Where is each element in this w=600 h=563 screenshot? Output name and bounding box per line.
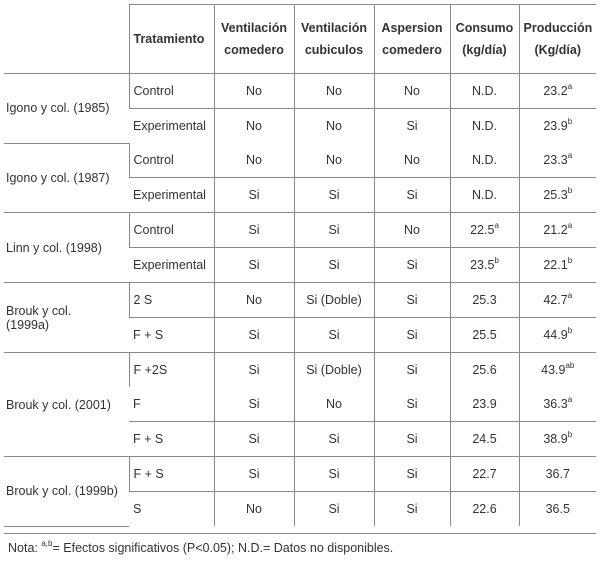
produccion-value: 21.2 [543,223,568,237]
cell-consumo [450,492,519,527]
cell-consumo [450,143,519,178]
author-line1: Brouk y col. [6,303,72,318]
produccion-sup: ab [565,360,575,370]
cell-produccion [519,213,596,248]
consumo-value: 25.3 [472,293,497,307]
cell-vent-comedero: Si [214,318,294,353]
cell-produccion [519,457,596,492]
author-cell: Brouk y col. (2001) [4,353,129,457]
table-row [4,353,596,388]
cell-vent-cubiculos: No [294,387,374,422]
header-row [4,5,596,74]
cell-vent-cubiculos: Si [294,213,374,248]
produccion-value: 44.9 [543,328,568,342]
cell-tratamiento: Control [129,143,214,178]
cell-tratamiento: 2 S [129,283,214,318]
cell-aspersion: No [374,143,450,178]
cell-consumo [450,283,519,318]
header-tratamiento: Tratamiento [129,5,214,74]
header-vent-cubiculos [294,5,374,74]
cell-vent-cubiculos: Si [294,248,374,283]
table-row [4,213,596,248]
cell-tratamiento: F +2S [129,353,214,388]
produccion-value: 36.7 [545,467,570,481]
cell-vent-comedero: Si [214,248,294,283]
note-prefix: Nota: [8,541,42,555]
cell-vent-comedero: Si [214,387,294,422]
cell-vent-cubiculos: Si (Doble) [294,353,374,388]
cell-consumo [450,422,519,457]
cell-vent-comedero: No [214,143,294,178]
produccion-sup: a [567,394,573,404]
cell-produccion [519,318,596,353]
cell-aspersion: Si [374,492,450,527]
header-vent-cubiculos-line2: cubiculos [304,43,364,57]
cell-consumo [450,178,519,213]
table-row [4,143,596,178]
consumo-sup: a [494,220,499,230]
header-produccion [519,5,596,74]
cell-vent-comedero: Si [214,213,294,248]
produccion-value: 22.1 [543,258,568,272]
produccion-value: 38.9 [543,432,568,446]
cell-produccion [519,74,596,109]
cell-vent-cubiculos: Si [294,492,374,527]
cell-vent-comedero: No [214,74,294,109]
produccion-sup: b [567,116,573,126]
header-aspersion-line2: comedero [382,43,442,57]
cell-vent-comedero: No [214,283,294,318]
consumo-value: 22.6 [472,502,497,516]
cell-produccion [519,283,596,318]
cell-produccion [519,422,596,457]
cell-aspersion: Si [374,422,450,457]
cell-consumo [450,74,519,109]
cell-tratamiento: Experimental [133,119,206,133]
header-vent-comedero [214,5,294,74]
cell-aspersion: Si [374,109,450,144]
cell-aspersion: No [374,213,450,248]
cell-vent-comedero: No [214,492,294,527]
header-produccion-line2: (Kg/día) [534,43,582,57]
cell-consumo [450,387,519,422]
consumo-value: 25.5 [472,328,497,342]
cell-tratamiento: F [129,387,214,422]
cell-aspersion: Si [374,318,450,353]
consumo-value: N.D. [472,153,497,167]
cell-produccion [519,143,596,178]
produccion-sup: b [567,325,573,335]
produccion-sup: a [567,150,573,160]
header-vent-cubiculos-line1: Ventilación [301,21,367,35]
author-cell: Igono y col. (1985) [4,74,129,144]
cell-tratamiento: Control [129,213,214,248]
table-note [4,533,596,555]
cell-aspersion: Si [374,178,450,213]
consumo-value: 22.7 [472,467,497,481]
produccion-value: 43.9 [541,363,566,377]
cell-vent-cubiculos: Si (Doble) [294,283,374,318]
header-aspersion-line1: Aspersion [381,21,443,35]
produccion-value: 25.3 [543,188,568,202]
cell-produccion [519,387,596,422]
consumo-value: 24.5 [472,432,497,446]
consumo-value: 23.5 [470,258,495,272]
cell-aspersion: Si [374,283,450,318]
table-row [4,457,596,492]
consumo-value: 22.5 [470,223,495,237]
header-vent-comedero-line2: comedero [224,43,284,57]
author-cell: Igono y col. (1987) [4,143,129,213]
produccion-value: 23.9 [543,119,568,133]
produccion-sup: b [567,255,573,265]
cell-vent-comedero: Si [214,457,294,492]
cell-vent-comedero: Si [214,178,294,213]
cell-consumo [450,109,519,144]
author-cell: Linn y col. (1998) [4,213,129,283]
produccion-value: 42.7 [543,293,568,307]
consumo-value: N.D. [472,119,497,133]
cell-produccion [519,248,596,283]
cell-consumo [450,318,519,353]
cell-produccion [519,353,596,388]
produccion-value: 36.3 [543,397,568,411]
produccion-value: 23.3 [543,153,568,167]
cell-aspersion: Si [374,457,450,492]
cell-aspersion: Si [374,248,450,283]
produccion-sup: b [567,429,573,439]
cell-vent-cubiculos: Si [294,457,374,492]
header-aspersion [374,5,450,74]
cell-vent-cubiculos: No [294,143,374,178]
cell-tratamiento: Experimental [129,248,214,283]
consumo-value: N.D. [472,84,497,98]
results-table [4,4,596,527]
cell-aspersion: Si [374,387,450,422]
cell-vent-cubiculos: Si [294,422,374,457]
cell-consumo [450,213,519,248]
cell-vent-cubiculos: No [294,74,374,109]
header-consumo-line1: Consumo [455,21,514,35]
produccion-sup: a [567,81,573,91]
cell-aspersion: No [374,74,450,109]
author-cell: Brouk y col. (1999b) [4,457,129,527]
cell-vent-cubiculos: No [294,109,374,144]
consumo-value: 23.9 [472,397,497,411]
produccion-sup: a [567,290,573,300]
cell-tratamiento: Experimental [129,178,214,213]
produccion-value: 36.5 [545,502,570,516]
cell-consumo [450,248,519,283]
cell-tratamiento: F + S [129,422,214,457]
cell-tratamiento: S [133,502,142,516]
consumo-sup: b [494,255,499,265]
cell-vent-cubiculos: Si [294,178,374,213]
produccion-value: 23.2 [543,84,568,98]
table-row [4,283,596,318]
produccion-sup: a [567,220,573,230]
consumo-value: 25.6 [472,363,497,377]
author-cell [4,283,129,353]
cell-vent-comedero: Si [214,422,294,457]
cell-aspersion: Si [374,353,450,388]
cell-produccion [519,109,596,144]
table-row [4,74,596,109]
header-produccion-line1: Producción [523,21,593,35]
produccion-sup: b [567,185,573,195]
consumo-value: N.D. [472,188,497,202]
header-autor [4,5,129,74]
cell-vent-cubiculos: Si [294,318,374,353]
cell-consumo [450,353,519,388]
cell-tratamiento: F + S [129,318,214,353]
note-text: = Efectos significativos (P<0.05); N.D.= Datos no disponibles. [52,541,394,555]
cell-tratamiento: Control [129,74,214,109]
header-consumo [450,5,519,74]
note-sup: a,b [41,538,53,548]
cell-consumo [450,457,519,492]
header-vent-comedero-line1: Ventilación [221,21,287,35]
cell-vent-comedero: No [214,109,294,144]
cell-produccion [519,178,596,213]
header-consumo-line2: (kg/día) [462,43,507,57]
cell-vent-comedero: Si [214,353,294,388]
cell-produccion [519,492,596,527]
author-line2: (1999a) [6,317,50,332]
cell-tratamiento: F + S [129,457,214,492]
